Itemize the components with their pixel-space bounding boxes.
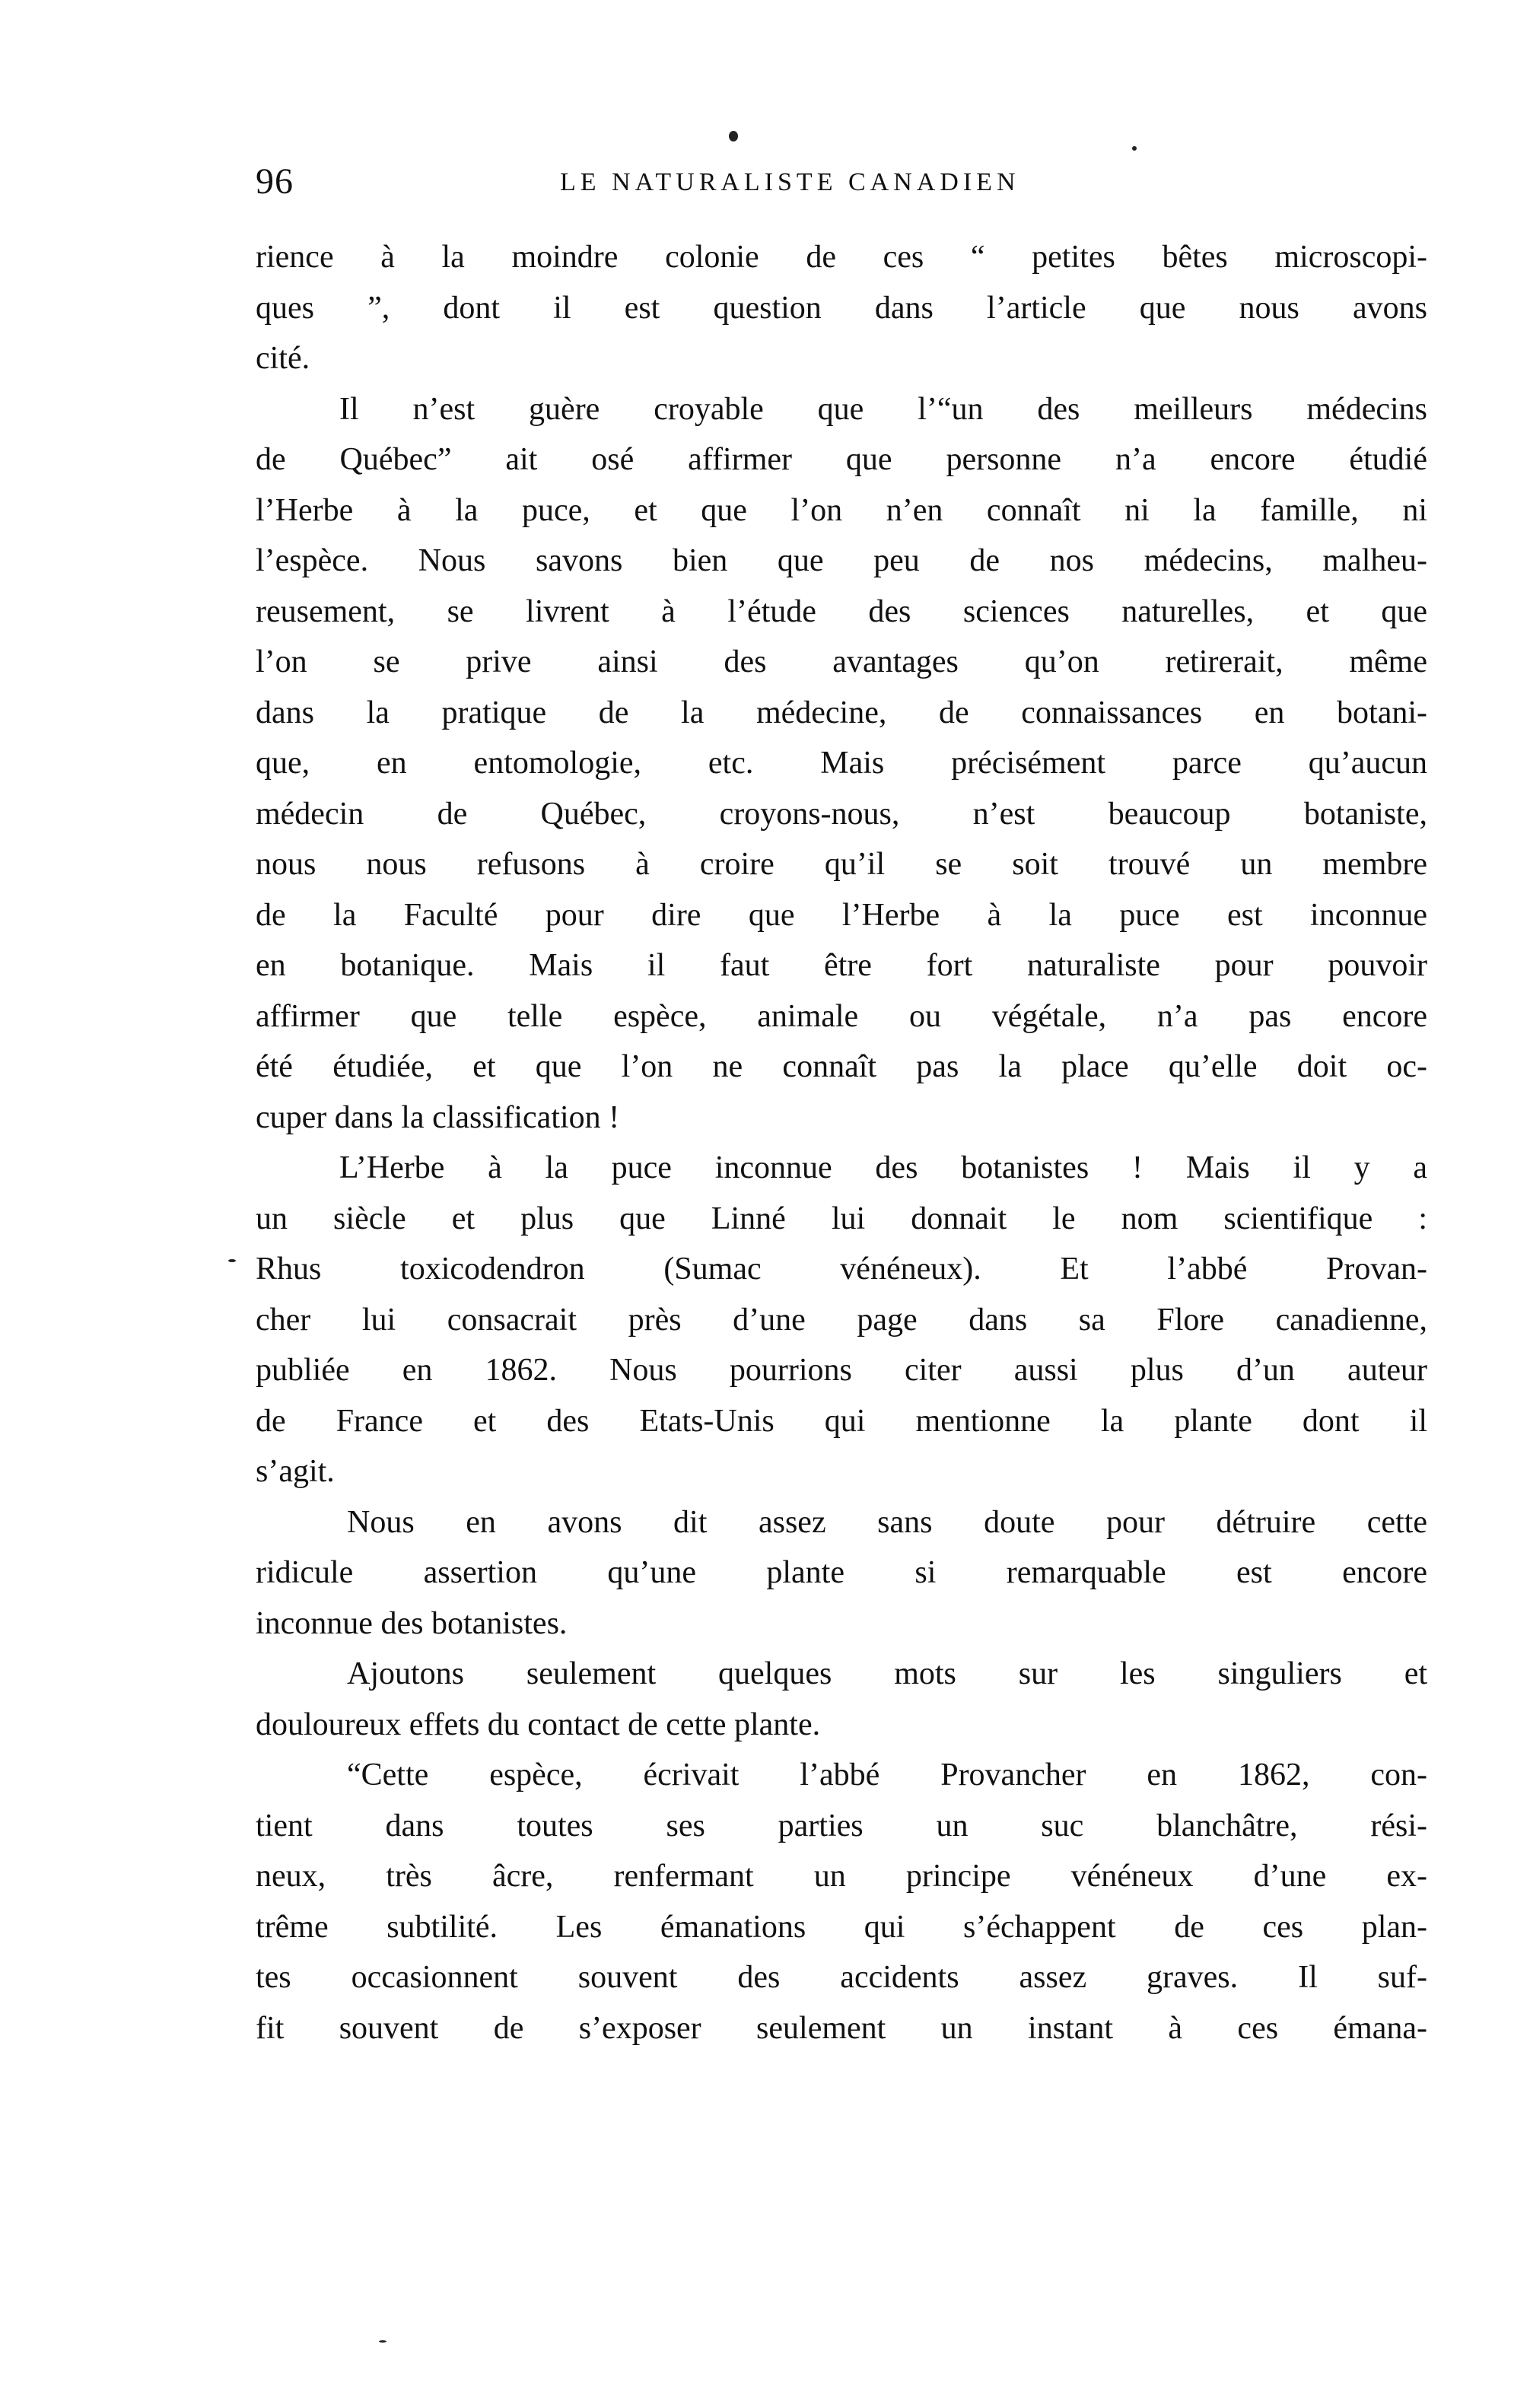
text-line: de la Faculté pour dire que l’Herbe à la puce est inconnue xyxy=(256,897,1427,933)
text-line: dans la pratique de la médecine, de connaissances en botani- xyxy=(256,695,1427,730)
text-line: cité. xyxy=(256,341,310,376)
text-line: cher lui consacrait près d’une page dans sa Flore canadienne, xyxy=(256,1302,1427,1338)
page-number: 96 xyxy=(256,161,294,202)
text-line: reusement, se livrent à l’étude des sciences naturelles, et que xyxy=(256,593,1427,629)
ink-speck xyxy=(729,131,738,142)
text-line: L’Herbe à la puce inconnue des botanistes ! Mais il y a xyxy=(339,1150,1427,1185)
text-line: s’agit. xyxy=(256,1454,335,1489)
text-line: de Québec” ait osé affirmer que personne n’a encore étudié xyxy=(256,442,1427,477)
text-line: douloureux effets du contact de cette plante. xyxy=(256,1707,821,1742)
text-line: en botanique. Mais il faut être fort naturaliste pour pouvoir xyxy=(256,948,1427,983)
text-line: trême subtilité. Les émanations qui s’échappent de ces plan- xyxy=(256,1909,1427,1945)
text-line: ridicule assertion qu’une plante si remarquable est encore xyxy=(256,1555,1427,1590)
text-line: que, en entomologie, etc. Mais précisément parce qu’aucun xyxy=(256,746,1427,781)
text-line: l’espèce. Nous savons bien que peu de nos médecins, malheu- xyxy=(256,543,1427,578)
text-line: cuper dans la classification ! xyxy=(256,1099,620,1135)
text-line: un siècle et plus que Linné lui donnait le nom scientifique : xyxy=(256,1201,1427,1236)
text-line: été étudiée, et que l’on ne connaît pas la place qu’elle doit oc- xyxy=(256,1049,1427,1084)
text-line: affirmer que telle espèce, animale ou végétale, n’a pas encore xyxy=(256,998,1427,1034)
text-line: Ajoutons seulement quelques mots sur les singuliers et xyxy=(347,1656,1427,1691)
page-header xyxy=(256,161,1427,217)
text-line: médecin de Québec, croyons-nous, n’est beaucoup botaniste, xyxy=(256,796,1427,832)
text-line: publiée en 1862. Nous pourrions citer aussi plus d’un auteur xyxy=(256,1353,1427,1388)
text-line: ques ”, dont il est question dans l’article que nous avons xyxy=(256,290,1427,326)
running-title: LE NATURALISTE CANADIEN xyxy=(560,168,1020,196)
text-line: rience à la moindre colonie de ces “ petites bêtes microscopi- xyxy=(256,240,1427,275)
body-text xyxy=(256,232,1427,2053)
text-line: neux, très âcre, renfermant un principe vénéneux d’une ex- xyxy=(256,1859,1427,1894)
text-line: “Cette espèce, écrivait l’abbé Provancher en 1862, con- xyxy=(347,1757,1427,1792)
ink-speck xyxy=(1132,146,1137,151)
text-line: de France et des Etats-Unis qui mentionne la plante dont il xyxy=(256,1403,1427,1439)
ink-speck xyxy=(379,2340,386,2343)
ink-speck xyxy=(228,1259,236,1262)
text-line: Nous en avons dit assez sans doute pour détruire cette xyxy=(347,1504,1427,1540)
text-line: tes occasionnent souvent des accidents assez graves. Il suf- xyxy=(256,1960,1427,1995)
text-line: inconnue des botanistes. xyxy=(256,1605,568,1641)
text-line: l’Herbe à la puce, et que l’on n’en connaît ni la famille, ni xyxy=(256,492,1427,528)
text-line: Rhus toxicodendron (Sumac vénéneux). Et l’abbé Provan- xyxy=(256,1252,1427,1287)
text-line: fit souvent de s’exposer seulement un instant à ces émana- xyxy=(256,2010,1427,2046)
text-line: l’on se prive ainsi des avantages qu’on retirerait, même xyxy=(256,644,1427,679)
text-line: Il n’est guère croyable que l’“un des meilleurs médecins xyxy=(339,391,1427,427)
text-line: nous nous refusons à croire qu’il se soit trouvé un membre xyxy=(256,847,1427,882)
text-line: tient dans toutes ses parties un suc blanchâtre, rési- xyxy=(256,1808,1427,1843)
